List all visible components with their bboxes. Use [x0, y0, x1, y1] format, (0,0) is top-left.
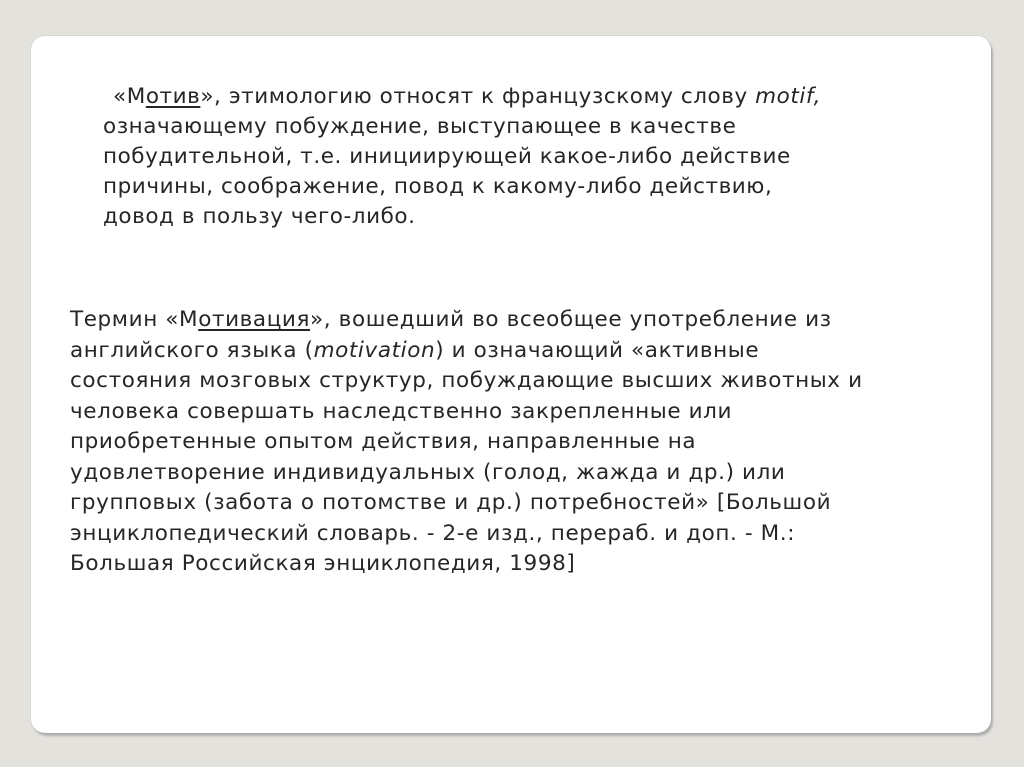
motive-line-4: причины, соображение, повод к какому-либо действию,	[103, 174, 773, 199]
motivation-term-underlined: отивация	[198, 307, 311, 332]
motive-line-3: побудительной, т.е. инициирующей какое-либо действие	[103, 144, 791, 169]
motivation-lead: Термин «М	[70, 307, 199, 332]
motive-line-2: означающему побуждение, выступающее в качестве	[103, 114, 737, 139]
motivation-line-3: состояния мозговых структур, побуждающие высших животных и	[70, 368, 863, 393]
motive-line-5: довод в пользу чего-либо.	[103, 204, 416, 229]
motivation-line-2-end: ) и означающий «активные	[435, 337, 760, 363]
motivation-line-5: приобретенные опытом действия, направленные на	[70, 429, 697, 454]
motivation-line-4: человека совершать наследственно закрепленные или	[70, 398, 733, 424]
motivation-line-1-text: », вошедший во всеобщее употребление из	[310, 307, 832, 332]
motive-foreign-word: motif,	[755, 84, 821, 109]
motive-definition-paragraph	[103, 82, 963, 232]
motivation-line-7: групповых (забота о потомстве и др.) потребностей» [Большой	[70, 490, 832, 515]
motivation-definition-paragraph	[70, 305, 970, 580]
motivation-line-6: удовлетворение индивидуальных (голод, жажда и др.) или	[70, 459, 786, 485]
motivation-line-2-start: английского языка (	[70, 337, 314, 363]
motivation-line-9: Большая Российская энциклопедия, 1998]	[70, 551, 576, 576]
motivation-foreign-word: motivation	[313, 337, 436, 363]
motive-line-1-text: », этимологию относят к французскому слову	[200, 84, 756, 109]
motive-term-underlined: отив	[145, 84, 201, 109]
motive-quote-open: «М	[113, 84, 146, 109]
motivation-line-8: энциклопедический словарь. - 2-е изд., перераб. и доп. - М.:	[70, 520, 796, 546]
